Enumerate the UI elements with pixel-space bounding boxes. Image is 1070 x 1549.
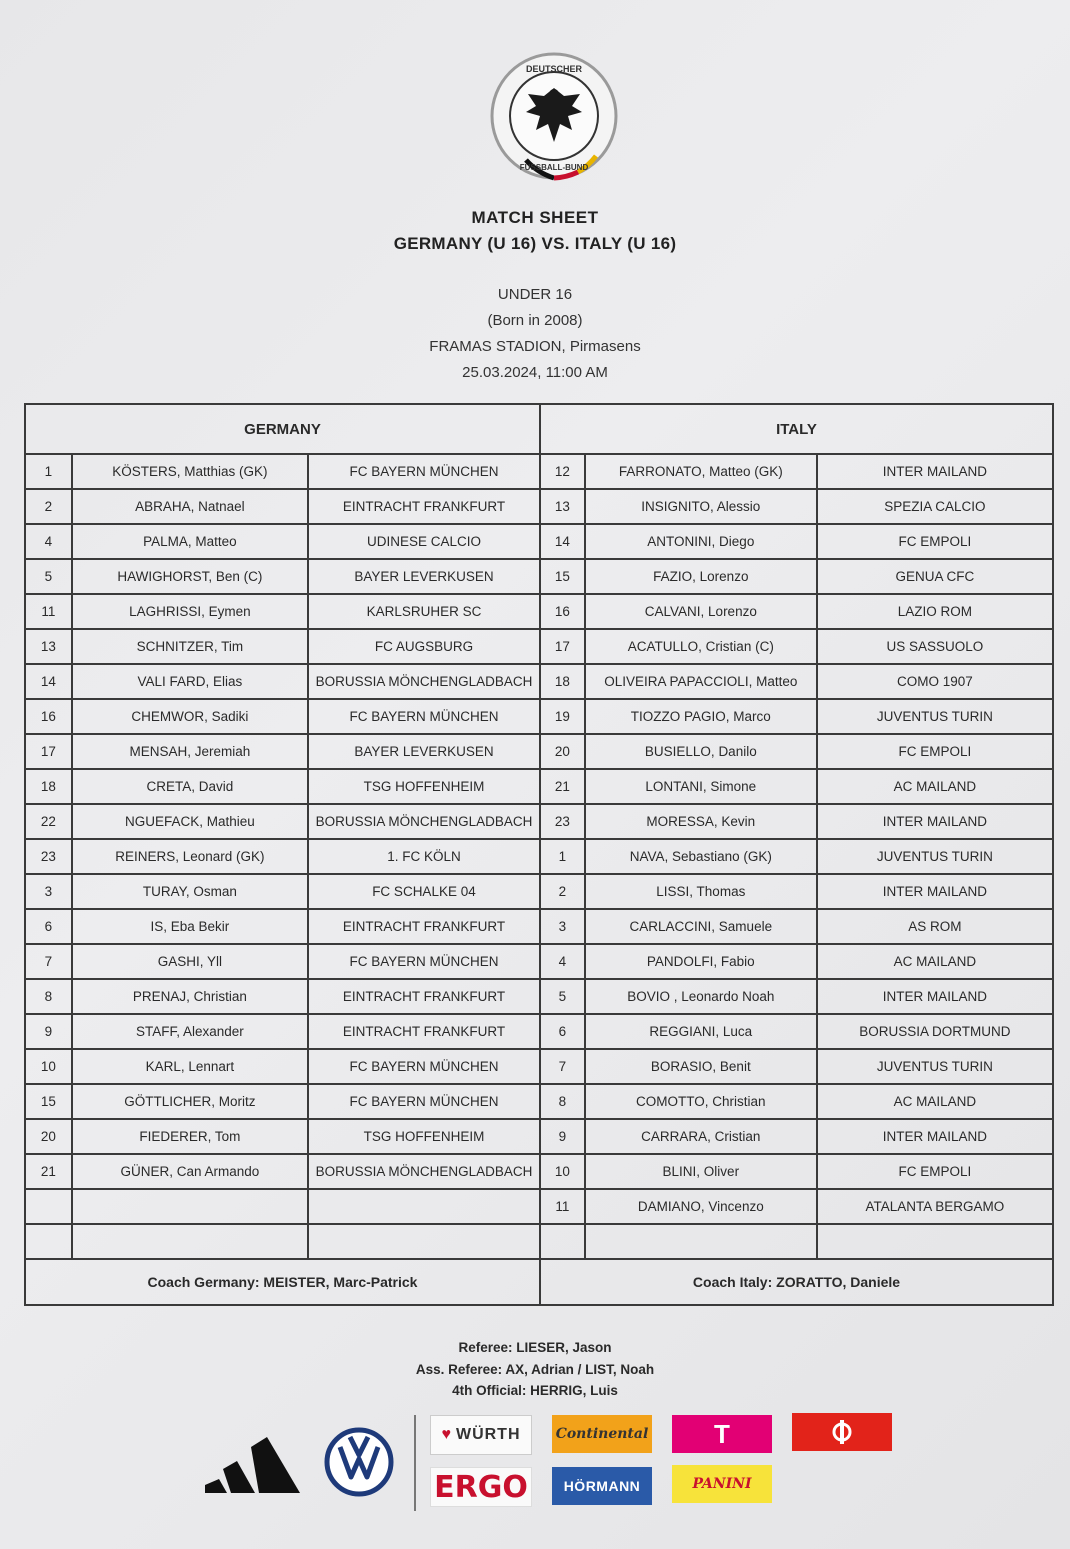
coach-germany: Coach Germany: MEISTER, Marc-Patrick xyxy=(25,1259,540,1305)
germany-number: 14 xyxy=(25,664,72,699)
italy-player: DAMIANO, Vincenzo xyxy=(585,1189,817,1224)
germany-club: FC BAYERN MÜNCHEN xyxy=(308,1049,540,1084)
italy-club: SPEZIA CALCIO xyxy=(817,489,1053,524)
germany-player: CRETA, David xyxy=(72,769,308,804)
table-row xyxy=(25,909,1053,944)
germany-number: 8 xyxy=(25,979,72,1014)
germany-number: 3 xyxy=(25,874,72,909)
italy-player: INSIGNITO, Alessio xyxy=(585,489,817,524)
italy-club xyxy=(817,1224,1053,1259)
table-row xyxy=(25,874,1053,909)
italy-club: ATALANTA BERGAMO xyxy=(817,1189,1053,1224)
table-row xyxy=(25,734,1053,769)
dfb-logo-icon xyxy=(488,50,620,182)
germany-number: 5 xyxy=(25,559,72,594)
germany-club: FC BAYERN MÜNCHEN xyxy=(308,944,540,979)
category: UNDER 16 xyxy=(497,286,573,303)
germany-number: 23 xyxy=(25,839,72,874)
germany-number: 1 xyxy=(25,454,72,489)
match-title: GERMANY (U 16) VS. ITALY (U 16) xyxy=(393,234,677,253)
italy-player: PANDOLFI, Fabio xyxy=(585,944,817,979)
germany-club: EINTRACHT FRANKFURT xyxy=(308,489,540,524)
sponsor-ergo xyxy=(430,1467,532,1507)
italy-player: OLIVEIRA PAPACCIOLI, Matteo xyxy=(585,664,817,699)
italy-player: NAVA, Sebastiano (GK) xyxy=(585,839,817,874)
table-row xyxy=(25,1014,1053,1049)
germany-number: 10 xyxy=(25,1049,72,1084)
italy-number: 6 xyxy=(540,1014,585,1049)
germany-number: 9 xyxy=(25,1014,72,1049)
page-title: MATCH SHEET xyxy=(471,208,599,227)
italy-club: INTER MAILAND xyxy=(817,1119,1053,1154)
table-row xyxy=(25,664,1053,699)
italy-player: FAZIO, Lorenzo xyxy=(585,559,817,594)
table-row xyxy=(25,629,1053,664)
table-row xyxy=(25,1189,1053,1224)
venue: FRAMAS STADION, Pirmasens xyxy=(429,338,641,355)
germany-player: KARL, Lennart xyxy=(72,1049,308,1084)
germany-club: BAYER LEVERKUSEN xyxy=(308,734,540,769)
stihl-logo-icon xyxy=(792,1413,892,1451)
germany-number: 4 xyxy=(25,524,72,559)
italy-number: 14 xyxy=(540,524,585,559)
sponsor-panini xyxy=(672,1465,772,1503)
italy-club: JUVENTUS TURIN xyxy=(817,699,1053,734)
italy-number: 13 xyxy=(540,489,585,524)
italy-number: 8 xyxy=(540,1084,585,1119)
italy-player: LISSI, Thomas xyxy=(585,874,817,909)
italy-club: US SASSUOLO xyxy=(817,629,1053,664)
italy-number: 1 xyxy=(540,839,585,874)
italy-club: JUVENTUS TURIN xyxy=(817,839,1053,874)
italy-club: BORUSSIA DORTMUND xyxy=(817,1014,1053,1049)
italy-player: TIOZZO PAGIO, Marco xyxy=(585,699,817,734)
germany-club: TSG HOFFENHEIM xyxy=(308,1119,540,1154)
panini-label: PANINI xyxy=(692,1476,752,1492)
sponsor-divider xyxy=(414,1415,416,1511)
germany-player: FIEDERER, Tom xyxy=(72,1119,308,1154)
fourth-official: 4th Official: HERRIG, Luis xyxy=(452,1383,618,1398)
germany-player: VALI FARD, Elias xyxy=(72,664,308,699)
germany-club xyxy=(308,1224,540,1259)
germany-club: 1. FC KÖLN xyxy=(308,839,540,874)
germany-club: EINTRACHT FRANKFURT xyxy=(308,1014,540,1049)
italy-player: ANTONINI, Diego xyxy=(585,524,817,559)
germany-club xyxy=(308,1189,540,1224)
table-row xyxy=(25,699,1053,734)
germany-player: REINERS, Leonard (GK) xyxy=(72,839,308,874)
germany-player: GÜNER, Can Armando xyxy=(72,1154,308,1189)
germany-player: IS, Eba Bekir xyxy=(72,909,308,944)
italy-number: 11 xyxy=(540,1189,585,1224)
coach-italy: Coach Italy: ZORATTO, Daniele xyxy=(540,1259,1053,1305)
italy-number xyxy=(540,1224,585,1259)
germany-player xyxy=(72,1189,308,1224)
sponsor-bar xyxy=(0,1405,1070,1515)
germany-player: MENSAH, Jeremiah xyxy=(72,734,308,769)
team-header-germany: GERMANY xyxy=(25,404,540,454)
germany-player: GASHI, Yll xyxy=(72,944,308,979)
vw-logo-icon xyxy=(324,1427,394,1497)
germany-player: STAFF, Alexander xyxy=(72,1014,308,1049)
lineup-table xyxy=(24,403,1054,1306)
germany-club: FC SCHALKE 04 xyxy=(308,874,540,909)
table-row xyxy=(25,1224,1053,1259)
germany-club: FC BAYERN MÜNCHEN xyxy=(308,1084,540,1119)
italy-player: MORESSA, Kevin xyxy=(585,804,817,839)
italy-number: 19 xyxy=(540,699,585,734)
germany-number: 11 xyxy=(25,594,72,629)
italy-player: BUSIELLO, Danilo xyxy=(585,734,817,769)
germany-club: BORUSSIA MÖNCHENGLADBACH xyxy=(308,664,540,699)
germany-number xyxy=(25,1189,72,1224)
germany-club: KARLSRUHER SC xyxy=(308,594,540,629)
germany-number: 17 xyxy=(25,734,72,769)
germany-player: LAGHRISSI, Eymen xyxy=(72,594,308,629)
table-row xyxy=(25,559,1053,594)
table-row xyxy=(25,944,1053,979)
adidas-logo-icon xyxy=(205,1433,300,1493)
italy-player: CARLACCINI, Samuele xyxy=(585,909,817,944)
germany-club: TSG HOFFENHEIM xyxy=(308,769,540,804)
born-year: (Born in 2008) xyxy=(487,312,583,329)
germany-club: BORUSSIA MÖNCHENGLADBACH xyxy=(308,804,540,839)
table-row xyxy=(25,769,1053,804)
italy-player: LONTANI, Simone xyxy=(585,769,817,804)
sponsor-continental xyxy=(552,1415,652,1453)
germany-player xyxy=(72,1224,308,1259)
italy-number: 20 xyxy=(540,734,585,769)
table-row xyxy=(25,524,1053,559)
italy-club: AC MAILAND xyxy=(817,1084,1053,1119)
italy-number: 10 xyxy=(540,1154,585,1189)
germany-club: FC BAYERN MÜNCHEN xyxy=(308,454,540,489)
svg-text:FUSSBALL-BUND: FUSSBALL-BUND xyxy=(519,163,589,172)
germany-club: EINTRACHT FRANKFURT xyxy=(308,909,540,944)
italy-club: FC EMPOLI xyxy=(817,734,1053,769)
italy-number: 17 xyxy=(540,629,585,664)
italy-player: BLINI, Oliver xyxy=(585,1154,817,1189)
germany-number: 7 xyxy=(25,944,72,979)
italy-number: 7 xyxy=(540,1049,585,1084)
germany-club: FC AUGSBURG xyxy=(308,629,540,664)
italy-club: FC EMPOLI xyxy=(817,1154,1053,1189)
germany-player: GÖTTLICHER, Moritz xyxy=(72,1084,308,1119)
germany-player: KÖSTERS, Matthias (GK) xyxy=(72,454,308,489)
wurth-mark-icon: ♥ xyxy=(441,1426,452,1443)
italy-club: INTER MAILAND xyxy=(817,804,1053,839)
telekom-logo-icon: T xyxy=(672,1415,772,1453)
germany-player: HAWIGHORST, Ben (C) xyxy=(72,559,308,594)
germany-player: NGUEFACK, Mathieu xyxy=(72,804,308,839)
germany-club: BORUSSIA MÖNCHENGLADBACH xyxy=(308,1154,540,1189)
italy-number: 15 xyxy=(540,559,585,594)
table-row xyxy=(25,594,1053,629)
italy-player: BORASIO, Benit xyxy=(585,1049,817,1084)
sponsor-hormann xyxy=(552,1467,652,1505)
table-row xyxy=(25,1084,1053,1119)
italy-club: COMO 1907 xyxy=(817,664,1053,699)
italy-number: 9 xyxy=(540,1119,585,1154)
italy-club: AC MAILAND xyxy=(817,944,1053,979)
table-row xyxy=(25,454,1053,489)
team-header-italy: ITALY xyxy=(540,404,1053,454)
italy-number: 4 xyxy=(540,944,585,979)
italy-player: ACATULLO, Cristian (C) xyxy=(585,629,817,664)
italy-number: 18 xyxy=(540,664,585,699)
italy-number: 5 xyxy=(540,979,585,1014)
germany-number: 13 xyxy=(25,629,72,664)
germany-club: EINTRACHT FRANKFURT xyxy=(308,979,540,1014)
germany-number: 6 xyxy=(25,909,72,944)
wurth-label: WÜRTH xyxy=(455,1426,521,1443)
germany-number xyxy=(25,1224,72,1259)
italy-number: 2 xyxy=(540,874,585,909)
svg-text:DEUTSCHER: DEUTSCHER xyxy=(525,64,583,74)
italy-club: GENUA CFC xyxy=(817,559,1053,594)
table-row xyxy=(25,1049,1053,1084)
table-row xyxy=(25,804,1053,839)
italy-club: JUVENTUS TURIN xyxy=(817,1049,1053,1084)
italy-number: 23 xyxy=(540,804,585,839)
italy-player: CARRARA, Cristian xyxy=(585,1119,817,1154)
table-row xyxy=(25,1154,1053,1189)
germany-number: 16 xyxy=(25,699,72,734)
italy-club: INTER MAILAND xyxy=(817,979,1053,1014)
germany-number: 15 xyxy=(25,1084,72,1119)
table-row xyxy=(25,1119,1053,1154)
italy-club: LAZIO ROM xyxy=(817,594,1053,629)
italy-club: AC MAILAND xyxy=(817,769,1053,804)
table-row xyxy=(25,839,1053,874)
sponsor-wurth xyxy=(430,1415,532,1455)
italy-number: 3 xyxy=(540,909,585,944)
ergo-label: ERGO xyxy=(434,1469,528,1505)
germany-player: PALMA, Matteo xyxy=(72,524,308,559)
germany-player: ABRAHA, Natnael xyxy=(72,489,308,524)
germany-number: 20 xyxy=(25,1119,72,1154)
assistant-referees: Ass. Referee: AX, Adrian / LIST, Noah xyxy=(415,1362,655,1377)
germany-club: BAYER LEVERKUSEN xyxy=(308,559,540,594)
germany-player: TURAY, Osman xyxy=(72,874,308,909)
italy-player: REGGIANI, Luca xyxy=(585,1014,817,1049)
italy-player xyxy=(585,1224,817,1259)
italy-player: CALVANI, Lorenzo xyxy=(585,594,817,629)
table-row xyxy=(25,489,1053,524)
italy-club: FC EMPOLI xyxy=(817,524,1053,559)
referee: Referee: LIESER, Jason xyxy=(458,1340,612,1355)
table-row xyxy=(25,979,1053,1014)
italy-number: 21 xyxy=(540,769,585,804)
germany-number: 22 xyxy=(25,804,72,839)
germany-club: FC BAYERN MÜNCHEN xyxy=(308,699,540,734)
italy-player: COMOTTO, Christian xyxy=(585,1084,817,1119)
match-datetime: 25.03.2024, 11:00 AM xyxy=(462,364,608,381)
germany-number: 18 xyxy=(25,769,72,804)
continental-label: Continental xyxy=(555,1426,649,1442)
germany-player: PRENAJ, Christian xyxy=(72,979,308,1014)
germany-club: UDINESE CALCIO xyxy=(308,524,540,559)
italy-number: 12 xyxy=(540,454,585,489)
italy-player: BOVIO , Leonardo Noah xyxy=(585,979,817,1014)
italy-player: FARRONATO, Matteo (GK) xyxy=(585,454,817,489)
germany-number: 21 xyxy=(25,1154,72,1189)
italy-club: AS ROM xyxy=(817,909,1053,944)
germany-player: SCHNITZER, Tim xyxy=(72,629,308,664)
hormann-label: HÖRMANN xyxy=(563,1478,641,1494)
italy-number: 16 xyxy=(540,594,585,629)
italy-club: INTER MAILAND xyxy=(817,874,1053,909)
italy-club: INTER MAILAND xyxy=(817,454,1053,489)
germany-player: CHEMWOR, Sadiki xyxy=(72,699,308,734)
germany-number: 2 xyxy=(25,489,72,524)
